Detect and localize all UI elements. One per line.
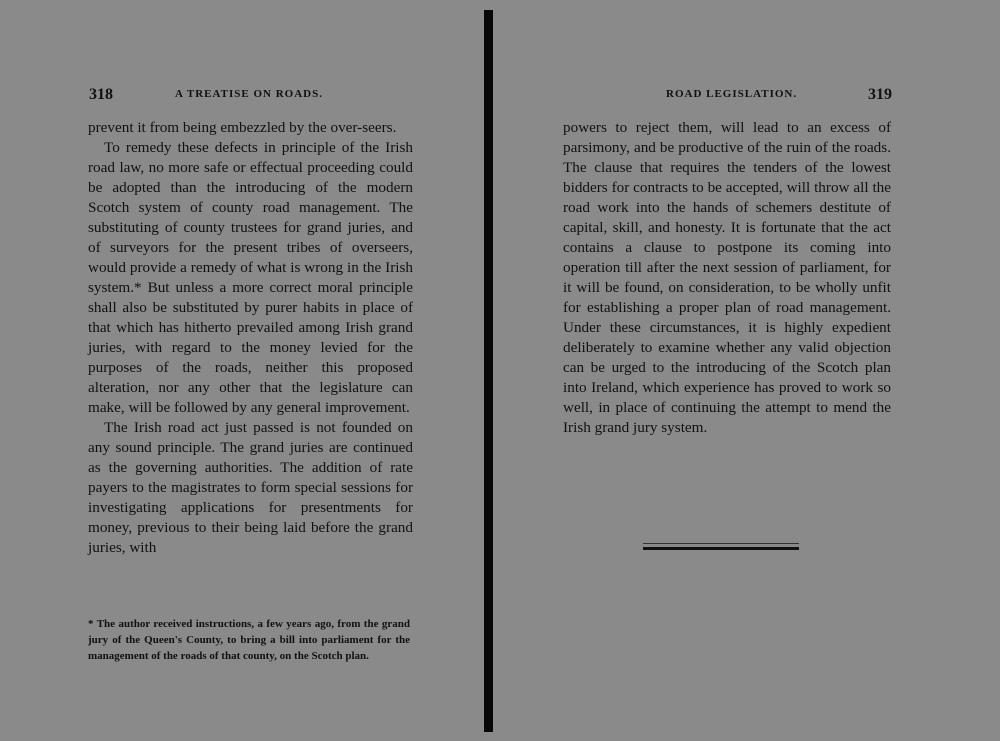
paragraph: The Irish road act just passed is not founded on any sound principle. The grand juries are continued as the governing authorities. The addition of rate payers to the magistrates to form special sessions for investigating applications for presentments for money, previous to their being laid before the grand juries, with — [88, 419, 413, 556]
paragraph: To remedy these defects in principle of the Irish road law, no more safe or effectual proceeding could be adopted than the introducing of the modern Scotch system of county road management. The substituting of county trustees for grand juries, and of surveyors for the present tribes of overseers, would provide a remedy of what is wrong in the Irish system.* But unless a more correct moral principle shall also be substituted by purer habits in place of that which has hitherto prevailed among Irish grand juries, with regard to the money levied for the purposes of the roads, neither this proposed alteration, nor any other that the legislature can make, will be followed by any general improvement. — [88, 139, 413, 416]
body-text — [88, 118, 413, 558]
right-page — [494, 0, 1000, 741]
page-number: 318 — [89, 86, 113, 103]
running-head: A TREATISE ON ROADS. — [175, 88, 323, 100]
paragraph: powers to reject them, will lead to an excess of parsimony, and be productive of the ruin of the roads. The clause that requires the tenders of the lowest bidders for contracts to be accepted, will throw all the road work into the hands of schemers destitute of capital, skill, and honesty. It is fortunate that the act contains a clause to postpone its coming into operation till after the next session of parliament, for it will be found, on consideration, to be wholly unfit for establishing a proper plan of road management. Under these circumstances, it is highly expedient deliberately to examine whether any valid objection can be urged to the introducing of the Scotch plan into Ireland, which experience has proved to work so well, in place of continuing the attempt to mend the Irish grand jury system. — [563, 119, 891, 436]
book-gutter — [484, 10, 493, 732]
running-head: ROAD LEGISLATION. — [666, 88, 798, 100]
footnote: * The author received instructions, a few years ago, from the grand jury of the Queen's County, to bring a bill into parliament for the management of the roads of that county, on the Scotch plan. — [88, 618, 410, 662]
page-number: 319 — [868, 86, 892, 103]
chapter-end-rule — [643, 547, 799, 550]
paragraph: prevent it from being embezzled by the over-seers. — [88, 119, 397, 136]
left-page — [0, 0, 486, 741]
body-text — [563, 118, 891, 438]
